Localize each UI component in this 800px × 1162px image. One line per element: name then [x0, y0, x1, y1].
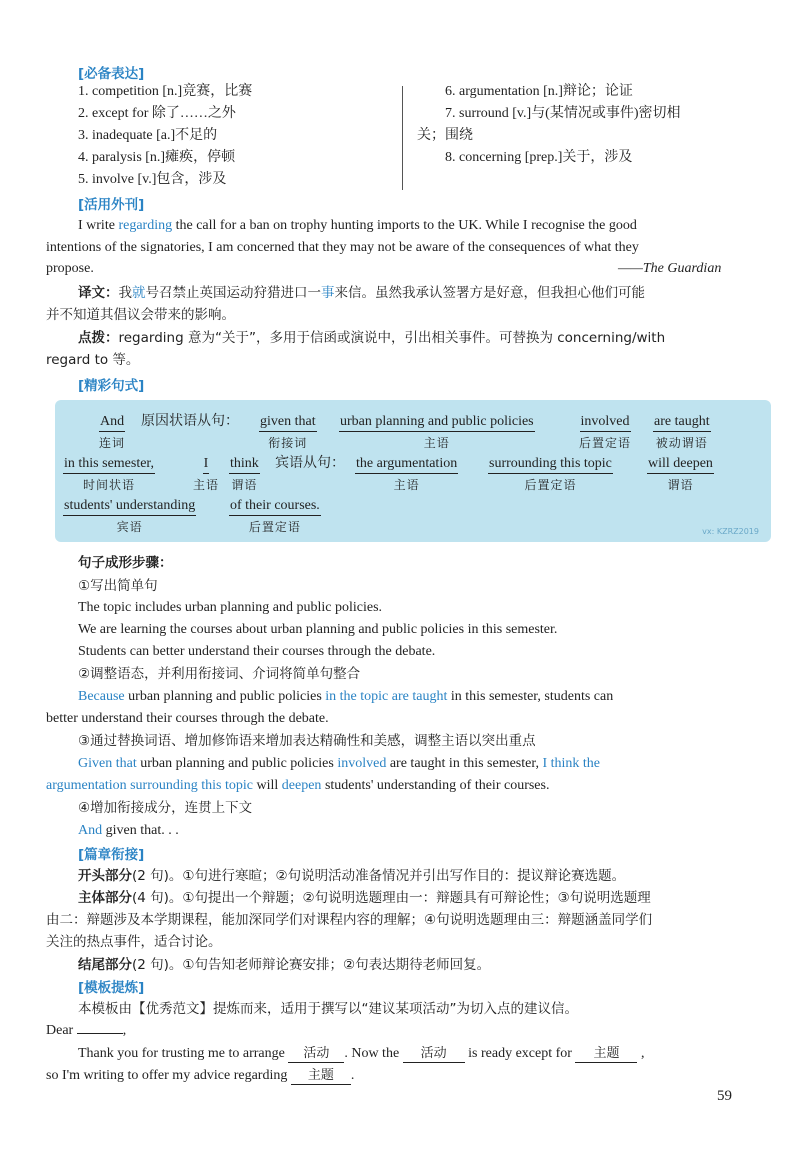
analysis-role: 后置定语 [579, 436, 632, 450]
text-span: 事 [321, 285, 335, 301]
text-span: (2 句) [132, 957, 169, 973]
translation-line: 并不知道其倡议会带来的影响。 [46, 307, 235, 323]
analysis-segment [488, 454, 613, 493]
text-span: urban planning and public policies [124, 689, 326, 704]
text-span: involved [337, 756, 387, 771]
section-title-template: [模板提炼] [78, 980, 145, 996]
text-span: urban planning and public policies [136, 756, 338, 771]
step-sentence [78, 687, 613, 707]
structure-end [78, 955, 490, 975]
template-intro: 本模板由【优秀范文】提炼而来，适用于撰写以“建议某项活动”为切入点的建议信。 [78, 1001, 578, 1017]
template-salutation [46, 1021, 126, 1041]
analysis-role: 被动谓语 [655, 436, 708, 450]
analysis-segment [355, 454, 458, 493]
step-title: ②调整语态，并利用衔接词、介词将简单句整合 [78, 666, 361, 682]
template-line [46, 1066, 354, 1086]
text-span: 开头部分 [78, 868, 132, 884]
text-span: , [122, 1023, 127, 1038]
text-span: 。①句提出一个辩题；②句说明选题理由一：辩题具有可辩论性；③句说明选题理 [168, 890, 651, 906]
analysis-word: given that [259, 413, 317, 432]
text-span: 点拨： [78, 330, 119, 346]
analysis-segment [339, 412, 535, 451]
structure-body: 关注的热点事件，适合讨论。 [46, 934, 222, 950]
structure-body: 由二：辩题涉及本学期课程，能加深同学们对课程内容的理解；④句说明选题理由三：辩题涵盖同学们 [46, 912, 653, 928]
text-span: is ready except for [468, 1046, 572, 1061]
text-span: Thank you for trusting me to arrange [78, 1046, 285, 1061]
analysis-role: 主语 [193, 478, 220, 492]
vocab-item: 5. involve [v.]包含，涉及 [78, 172, 227, 187]
analysis-role: 谓语 [231, 478, 258, 492]
text-span: Given that [78, 756, 137, 771]
section-title-pattern: [精彩句式] [78, 378, 145, 394]
blank-activity: 活动 [403, 1046, 465, 1063]
analysis-word: in this semester, [63, 455, 155, 474]
analysis-role: 衔接词 [268, 436, 308, 450]
analysis-role: 后置定语 [524, 478, 577, 492]
analysis-word: 原因状语从句： [141, 413, 239, 429]
steps-heading: 句子成形步骤： [78, 555, 173, 571]
analysis-role: 连词 [99, 436, 126, 450]
text-span: are taught in this semester, [386, 756, 543, 771]
step-title: ①写出简单句 [78, 578, 158, 594]
text-span: regarding 意为“关于”，多用于信函或演说中，引出相关事件。可替换为 concerning/with [118, 330, 666, 346]
vocab-item-cont: 关；围绕 [417, 128, 473, 143]
text-span: given that. . . [102, 823, 179, 838]
step-sentence: We are learning the courses about urban planning and public policies in this semester. [78, 622, 558, 637]
step-sentence [78, 754, 600, 774]
step-sentence [46, 776, 549, 796]
quote-line: propose. [46, 261, 94, 276]
step-sentence [78, 821, 179, 841]
text-span: 译文： [78, 285, 119, 301]
analysis-role: 主语 [423, 436, 450, 450]
analysis-segment [229, 454, 260, 493]
text-span: (2 句) [132, 868, 169, 884]
analysis-segment [99, 412, 125, 451]
text-span: 就 [132, 285, 146, 301]
structure-open [78, 866, 625, 886]
analysis-role: 谓语 [667, 478, 694, 492]
analysis-role: 后置定语 [248, 520, 301, 534]
blank-name [77, 1033, 123, 1034]
analysis-segment [274, 454, 346, 472]
text-span: students' understanding of their courses. [321, 778, 550, 793]
text-span: 号召禁止英国运动狩猎进口一 [145, 285, 321, 301]
step-title: ③通过替换词语、增加修饰语来增加表达精确性和美感，调整主语以突出重点 [78, 733, 536, 749]
text-span: deepen [281, 778, 322, 793]
text-span: . [350, 1068, 355, 1083]
text-span: I think the [542, 756, 601, 771]
analysis-word: And [99, 413, 125, 432]
analysis-word: involved [580, 413, 631, 432]
vocab-item: 2. except for 除了……之外 [78, 106, 236, 121]
vocab-item: 8. concerning [prep.]关于，涉及 [445, 150, 633, 165]
watermark: vx: KZRZ2019 [702, 527, 759, 536]
text-span: (4 句) [132, 890, 169, 906]
section-title-structure: [篇章衔接] [78, 847, 145, 863]
quote-source: ——The Guardian [618, 261, 722, 276]
structure-body [78, 888, 651, 908]
step-sentence: The topic includes urban planning and public policies. [78, 600, 383, 615]
analysis-word: the argumentation [355, 455, 458, 474]
text-span: I write [78, 218, 119, 233]
analysis-segment [579, 412, 631, 451]
text-span: 。①句进行寒暄；②句说明活动准备情况并引出写作目的：提议辩论赛选题。 [168, 868, 626, 884]
text-span: 我 [118, 285, 132, 301]
blank-activity: 活动 [288, 1046, 344, 1063]
step-sentence: better understand their courses through the debate. [46, 711, 329, 726]
analysis-segment [653, 412, 711, 451]
analysis-word: of their courses. [229, 497, 321, 516]
page-number: 59 [717, 1088, 732, 1104]
quote-line: intentions of the signatories, I am concerned that they may not be aware of the consequences of what they [46, 240, 639, 255]
analysis-word: will deepen [647, 455, 714, 474]
analysis-word: think [229, 455, 260, 474]
step-title: ④增加衔接成分，连贯上下文 [78, 800, 253, 816]
section-title-foreign: [活用外刊] [78, 197, 145, 213]
text-span: . Now the [344, 1046, 400, 1061]
text-span: And [78, 823, 103, 838]
text-span: regarding [118, 218, 173, 233]
column-divider [402, 86, 403, 190]
quote-line [78, 216, 637, 236]
blank-topic: 主题 [291, 1068, 351, 1085]
analysis-word: I [203, 455, 210, 474]
vocab-item: 7. surround [v.]与(某情况或事件)密切相 [445, 106, 681, 121]
analysis-word: students' understanding [63, 497, 196, 516]
text-span: 来信。虽然我承认签署方是好意，但我担心他们可能 [334, 285, 645, 301]
analysis-segment [259, 412, 317, 451]
text-span: Because [78, 689, 125, 704]
step-sentence: Students can better understand their courses through the debate. [78, 644, 436, 659]
analysis-segment [229, 496, 321, 535]
template-line: Thank you for trusting me to arrange 活动 . Now the 活动 is ready except for 主题 , [78, 1046, 645, 1061]
analysis-segment [140, 412, 240, 430]
vocab-item: 4. paralysis [n.]瘫痪，停顿 [78, 150, 236, 165]
vocab-item: 1. competition [n.]竞赛，比赛 [78, 84, 253, 99]
blank-topic: 主题 [575, 1046, 637, 1063]
analysis-word: are taught [653, 413, 711, 432]
text-span: in this semester, students can [447, 689, 614, 704]
analysis-word: urban planning and public policies [339, 413, 535, 432]
text-span: will [253, 778, 282, 793]
text-span: argumentation surrounding this topic [46, 778, 253, 793]
text-span: 结尾部分 [78, 957, 132, 973]
text-span: 主体部分 [78, 890, 132, 906]
analysis-segment [63, 454, 155, 493]
text-span: so I'm writing to offer my advice regarding [46, 1068, 288, 1083]
section-title-vocab: [必备表达] [78, 66, 145, 82]
vocab-item: 6. argumentation [n.]辩论；论证 [445, 84, 633, 99]
analysis-word: surrounding this topic [488, 455, 613, 474]
tip-line [78, 328, 665, 348]
analysis-segment [63, 496, 196, 535]
text-span: the call for a ban on trophy hunting imports to the UK. While I recognise the good [172, 218, 637, 233]
tip-line: regard to 等。 [46, 352, 140, 368]
analysis-role: 主语 [393, 478, 420, 492]
analysis-role: 时间状语 [83, 478, 136, 492]
text-span: Dear [46, 1023, 74, 1038]
vocab-item: 3. inadequate [a.]不足的 [78, 128, 218, 143]
text-span: in the topic are taught [325, 689, 448, 704]
analysis-word: 宾语从句： [275, 455, 345, 471]
analysis-segment [647, 454, 714, 493]
analysis-segment [193, 454, 219, 493]
analysis-role: 宾语 [116, 520, 143, 534]
sentence-analysis-box [55, 400, 771, 542]
text-span: 。①句告知老师辩论赛安排；②句表达期待老师回复。 [168, 957, 491, 973]
translation-line [78, 283, 645, 303]
